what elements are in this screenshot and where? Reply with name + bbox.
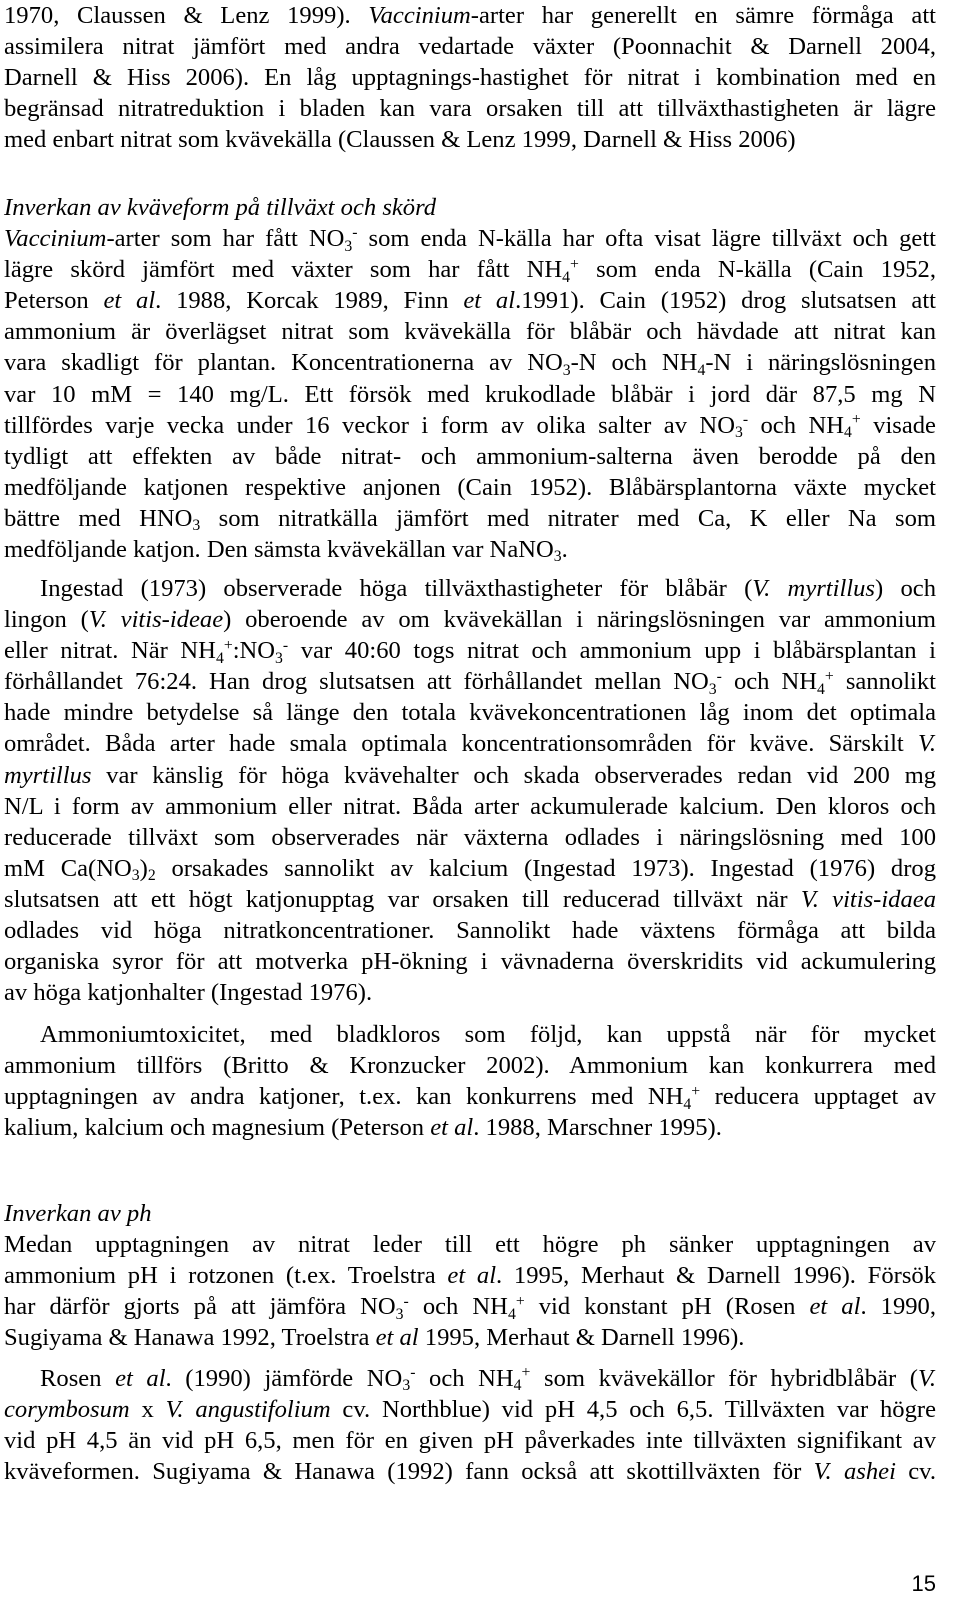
text-line: förhållandet 76:24. Han drog slutsatsen att förhållandet mellan $NO_3^-$ och $NH_4^+$ sannolikt <box>4 667 936 698</box>
text-line: tydligt att effekten av både nitrat- och ammonium-salterna även berodde på den <box>4 442 936 470</box>
text-line: assimilera nitrat jämfört med andra vedartade växter (Poonnachit & Darnell 2004, <box>4 33 936 61</box>
text-line: ammonium pH i rotzonen (t.ex. Troelstra et al. 1995, Merhaut & Darnell 1996). Försök <box>4 1262 937 1290</box>
text-line: Rosen et al. (1990) jämförde $NO_3^-$ och $NH_4^+$ som kvävekällor för hybridblåbär (V. <box>40 1364 936 1395</box>
text-line: reducerade tillväxt som observerades när växterna odlades i näringslösning med 100 <box>4 823 936 851</box>
text-line: vid pH 4,5 än vid pH 6,5, men för en given pH påverkades inte tillväxten signifikant av <box>4 1427 936 1455</box>
text-line: Sugiyama & Hanawa 1992, Troelstra et al 1995, Merhaut & Darnell 1996). <box>4 1324 745 1352</box>
paragraph <box>4 1019 936 1143</box>
paragraph <box>4 1229 936 1353</box>
text-line: myrtillus var känslig för höga kvävehalter och skada observerades redan vid 200 mg <box>4 761 936 789</box>
section-kvaveform <box>4 192 936 565</box>
text-line: odlades vid höga nitratkoncentrationer. Sannolikt hade växtens förmåga att bilda <box>4 917 936 945</box>
section-ph <box>4 1198 936 1353</box>
text-line: bättre med $HNO_3$ som nitratkälla jämfört med nitrater med Ca, K eller Na som <box>4 504 936 535</box>
text-line: ammonium tillförs (Britto & Kronzucker 2002). Ammonium kan konkurrera med <box>4 1052 936 1080</box>
text-line: vara skadligt för plantan. Koncentrationerna av $NO_3-N$ och $NH_4-N$ i näringslösningen <box>4 349 936 379</box>
text-line: kväveformen. Sugiyama & Hanawa (1992) fann också att skottillväxten för V. ashei cv. <box>4 1458 936 1486</box>
text-line: mM $Ca(NO_3)_2$ orsakades sannolikt av kalcium (Ingestad 1973). Ingestad (1976) drog <box>4 854 936 885</box>
page-number: 15 <box>911 1571 936 1596</box>
text-line: N/L i form av ammonium eller nitrat. Båda arter ackumulerade kalcium. Den kloros och <box>4 792 936 820</box>
text-line: av höga katjonhalter (Ingestad 1976). <box>4 979 373 1007</box>
paragraph <box>4 573 936 1008</box>
paragraph <box>4 1363 936 1487</box>
section-heading: Inverkan av kväveform på tillväxt och skörd <box>4 194 437 221</box>
text-line: området. Båda arter hade smala optimala koncentrationsområden för kväve. Särskilt V. <box>4 730 936 758</box>
text-line: medföljande katjonen respektive anjonen (Cain 1952). Blåbärsplantorna växte mycket <box>4 473 936 501</box>
text-line: Ammoniumtoxicitet, med bladkloros som följd, kan uppstå när för mycket <box>40 1021 936 1048</box>
text-line: Peterson et al. 1988, Korcak 1989, Finn et al.1991). Cain (1952) drog slutsatsen att <box>4 287 936 315</box>
text-line: ammonium är överlägset nitrat som kvävekälla för blåbär och hävdade att nitrat kan <box>4 318 936 346</box>
text-line: med enbart nitrat som kvävekälla (Claussen & Lenz 1999, Darnell & Hiss 2006) <box>4 126 796 154</box>
intro-paragraph <box>4 0 936 155</box>
text-line: Medan upptagningen av nitrat leder till ett högre ph sänker upptagningen av <box>4 1231 936 1259</box>
text-line: slutsatsen att ett högt katjonupptag var orsaken till reducerad tillväxt när V. vitis-idaea <box>4 885 936 913</box>
text-line: tillfördes varje vecka under 16 veckor i form av olika salter av $NO_3^-$ och $NH_4^+$ visade <box>4 411 936 442</box>
text-line: hade mindre betydelse så länge den totala kvävekoncentrationen låg inom det optimala <box>4 699 936 727</box>
text-line: corymbosum x V. angustifolium cv. Northblue) vid pH 4,5 och 6,5. Tillväxten var högre <box>4 1396 936 1424</box>
text-line: organiska syror för att motverka pH-ökning i vävnaderna överskridits vid ackumulering <box>4 948 936 976</box>
text-line: 1970, Claussen & Lenz 1999). Vaccinium-arter har generellt en sämre förmåga att <box>4 2 936 29</box>
text-line: har därför gjorts på att jämföra $NO_3^-$ och $NH_4^+$ vid konstant pH (Rosen et al. 1990, <box>4 1292 936 1323</box>
text-line: medföljande katjon. Den sämsta kvävekällan var NaNO$_3$. <box>4 536 568 566</box>
text-line: lägre skörd jämfört med växter som har fått $NH_4^+$ som enda N-källa (Cain 1952, <box>4 255 936 286</box>
section-heading: Inverkan av ph <box>4 1200 152 1227</box>
text-line: Darnell & Hiss 2006). En låg upptagnings-hastighet för nitrat i kombination med en <box>4 64 936 92</box>
text-line: Vaccinium-arter som har fått $NO_3^-$ som enda N-källa har ofta visat lägre tillväxt och gett <box>4 224 936 255</box>
paragraph <box>4 223 936 565</box>
text-line: kalium, kalcium och magnesium (Peterson et al. 1988, Marschner 1995). <box>4 1114 722 1142</box>
text-line: var 10 mM = 140 mg/L. Ett försök med krukodlade blåbär i jord där 87,5 mg N <box>4 380 936 408</box>
text-line: upptagningen av andra katjoner, t.ex. kan konkurrens med $NH_4^+$ reducera upptaget av <box>4 1082 936 1113</box>
text-line: Ingestad (1973) observerade höga tillväxthastigheter för blåbär (V. myrtillus) och <box>40 575 936 602</box>
text-line: begränsad nitratreduktion i bladen kan vara orsaken till att tillväxthastigheten är lägre <box>4 95 936 123</box>
text-line: lingon (V. vitis-ideae) oberoende av om kvävekällan i näringslösningen var ammonium <box>4 606 936 634</box>
text-line: eller nitrat. När $NH_4^+:NO_3^-$ var 40:60 togs nitrat och ammonium upp i blåbärsplantan i <box>4 636 937 667</box>
